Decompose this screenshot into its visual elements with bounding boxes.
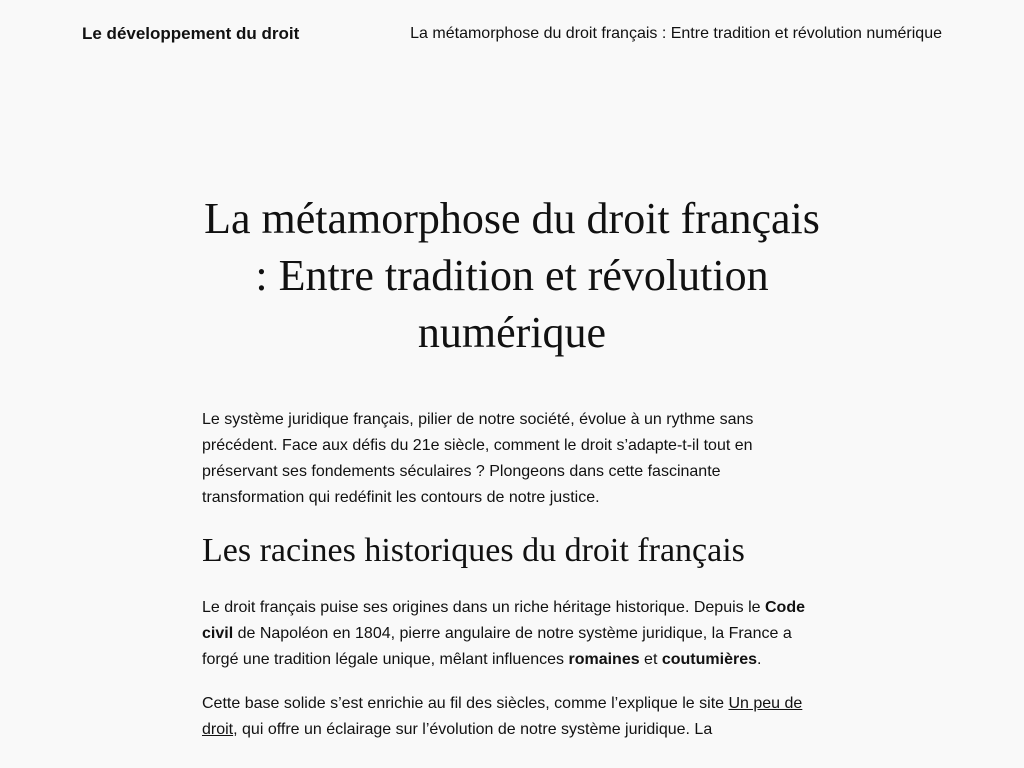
intro-paragraph: Le système juridique français, pilier de notre société, évolue à un rythme sans précédent. Face aux défis du 21e siècle, comment le droit s’adapte-t-il tout en préservant ses fondements séculaires ? Plongeons dans cette fascinante transformation qui redéfinit les contours de notre justice. [202,411,754,506]
bold-coutumieres: coutumières [661,651,757,668]
site-title-link[interactable]: Le développement du droit [82,24,300,43]
paragraph-evolution [202,691,822,743]
link-un-peu-de-droit[interactable]: Un peu de droit [202,695,803,738]
nav-link-article[interactable]: La métamorphose du droit français : Entre tradition et révolution numérique [410,25,942,42]
text-segment: , qui offre un éclairage sur l’évolution de notre système juridique. La [233,721,713,738]
header-nav [410,23,942,45]
site-header [0,0,1024,68]
text-segment: et [639,651,662,668]
page-title: La métamorphose du droit français : Entre tradition et révolution numérique [204,194,820,357]
text-segment: Le droit français puise ses origines dans un riche héritage historique. Depuis le [202,599,765,616]
paragraph-code-civil [202,595,822,673]
main-content [202,190,822,761]
bold-code-civil: Code civil [202,599,805,642]
text-segment: . [756,651,762,668]
section-heading-racines: Les racines historiques du droit français [202,532,745,569]
text-segment: de Napoléon en 1804, pierre angulaire de notre système juridique, la France a forgé une tradition légale unique, mêlant influences [202,625,792,668]
bold-romaines: romaines [568,651,640,668]
article-body [202,407,822,743]
text-segment: Cette base solide s’est enrichie au fil des siècles, comme l’explique le site [202,695,729,712]
